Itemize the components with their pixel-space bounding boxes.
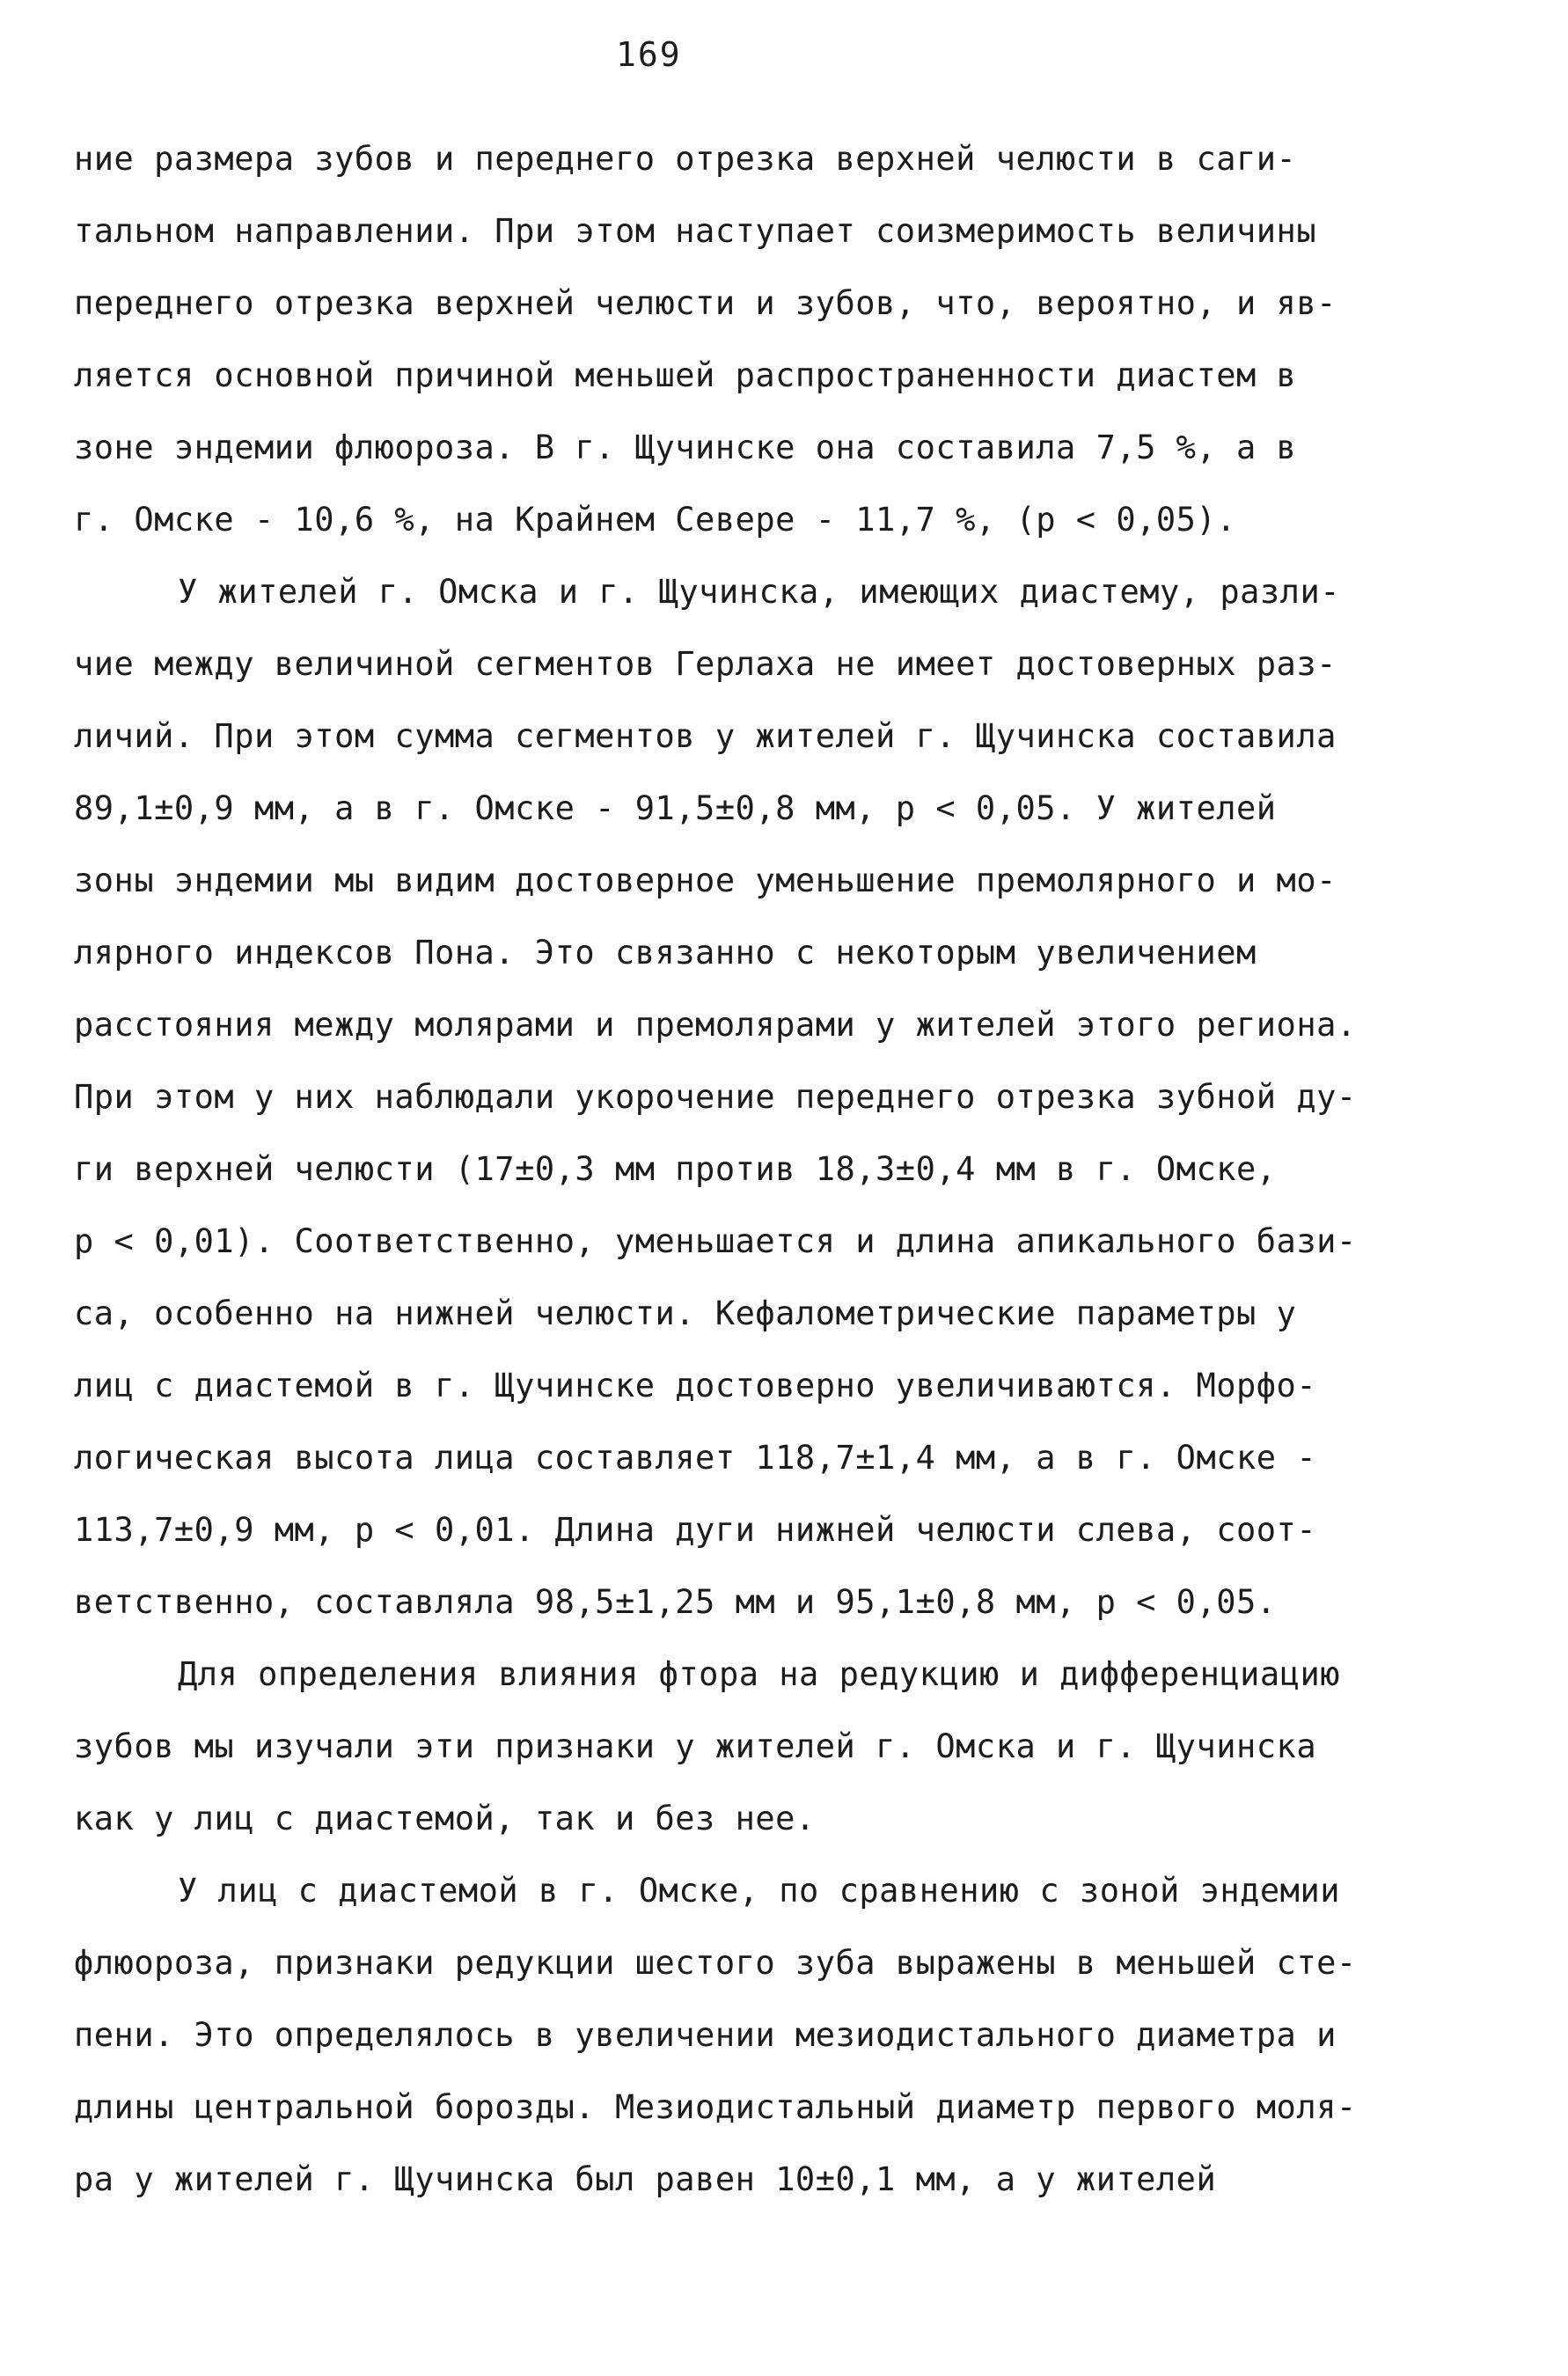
text-line: лярного индексов Пона. Это связанно с некоторым увеличением bbox=[74, 934, 1257, 972]
text-line: ветственно, составляла 98,5±1,25 мм и 95,1±0,8 мм, р < 0,05. bbox=[74, 1583, 1277, 1621]
text-line: тальном направлении. При этом наступает соизмеримость величины bbox=[74, 212, 1317, 250]
text-line: Для определения влияния фтора на редукцию и дифференциацию bbox=[178, 1655, 1341, 1693]
text-line: лиц с диастемой в г. Щучинске достоверно увеличиваются. Морфо- bbox=[74, 1367, 1317, 1404]
text-line: чие между величиной сегментов Герлаха не имеет достоверных раз- bbox=[74, 645, 1337, 683]
text-line: г. Омске - 10,6 %, на Крайнем Севере - 11,7 %, (р < 0,05). bbox=[74, 501, 1237, 539]
text-line: ние размера зубов и переднего отрезка верхней челюсти в саги- bbox=[74, 140, 1297, 178]
text-line: зубов мы изучали эти признаки у жителей г. Омска и г. Щучинска bbox=[74, 1727, 1317, 1765]
text-line: расстояния между молярами и премолярами у жителей этого региона. bbox=[74, 1006, 1357, 1044]
text-line: личий. При этом сумма сегментов у жителей г. Щучинска составила bbox=[74, 717, 1337, 755]
text-line: ра у жителей г. Щучинска был равен 10±0,1 мм, а у жителей bbox=[74, 2160, 1217, 2198]
text-line: флюороза, признаки редукции шестого зуба выражены в меньшей сте- bbox=[74, 1944, 1357, 1982]
text-line: зоны эндемии мы видим достоверное уменьшение премолярного и мо- bbox=[74, 862, 1337, 899]
text-line: логическая высота лица составляет 118,7±1,4 мм, а в г. Омске - bbox=[74, 1439, 1317, 1477]
text-line: длины центральной борозды. Мезиодистальный диаметр первого моля- bbox=[74, 2088, 1357, 2126]
text-line: са, особенно на нижней челюсти. Кефалометрические параметры у bbox=[74, 1294, 1297, 1332]
text-line: 89,1±0,9 мм, а в г. Омске - 91,5±0,8 мм, р < 0,05. У жителей bbox=[74, 789, 1277, 827]
text-line: У лиц с диастемой в г. Омске, по сравнению с зоной эндемии bbox=[178, 1872, 1341, 1910]
text-line: пени. Это определялось в увеличении мезиодистального диаметра и bbox=[74, 2016, 1337, 2054]
text-line: зоне эндемии флюороза. В г. Щучинске она составила 7,5 %, а в bbox=[74, 429, 1297, 466]
text-line: У жителей г. Омска и г. Щучинска, имеющих диастему, разли- bbox=[178, 573, 1341, 611]
text-line: р < 0,01). Соответственно, уменьшается и длина апикального бази- bbox=[74, 1222, 1357, 1260]
text-line: ляется основной причиной меньшей распространенности диастем в bbox=[74, 356, 1297, 394]
text-line: ги верхней челюсти (17±0,3 мм против 18,3±0,4 мм в г. Омске, bbox=[74, 1150, 1277, 1188]
text-line: 113,7±0,9 мм, р < 0,01. Длина дуги нижней челюсти слева, соот- bbox=[74, 1511, 1317, 1549]
body-text bbox=[74, 123, 1482, 2216]
text-line: При этом у них наблюдали укорочение переднего отрезка зубной ду- bbox=[74, 1078, 1357, 1116]
page-number: 169 bbox=[616, 35, 682, 74]
text-line: переднего отрезка верхней челюсти и зубов, что, вероятно, и яв- bbox=[74, 284, 1337, 322]
text-line: как у лиц с диастемой, так и без нее. bbox=[74, 1800, 816, 1837]
